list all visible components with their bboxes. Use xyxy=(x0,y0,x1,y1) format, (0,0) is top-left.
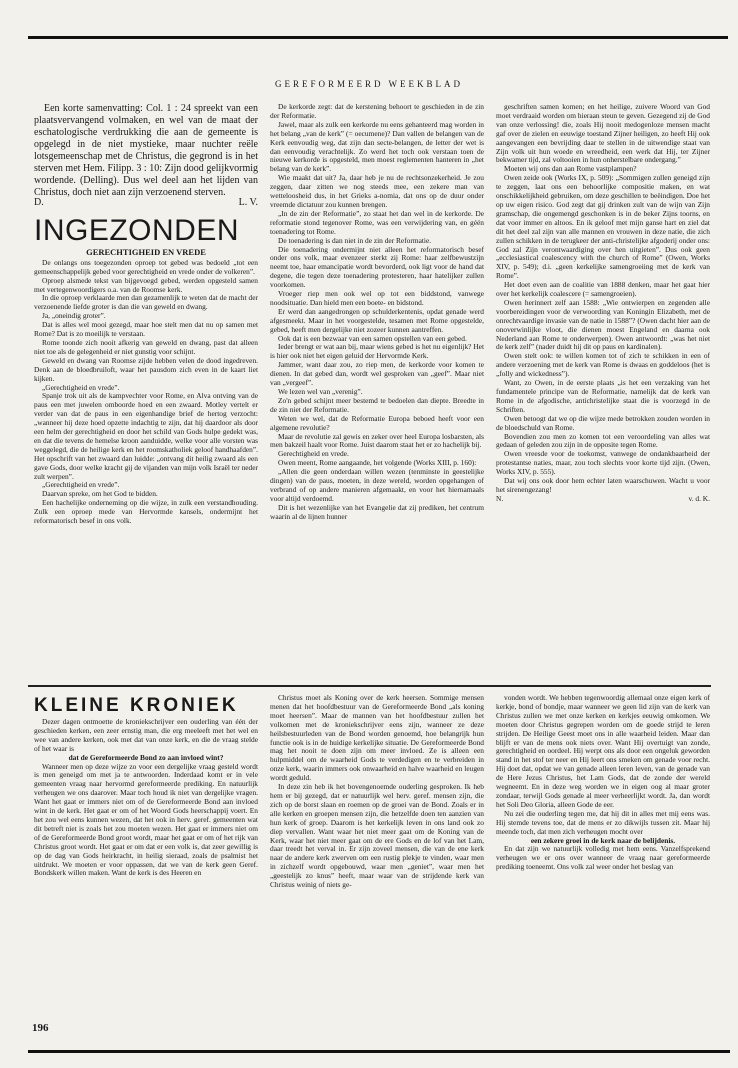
paragraph: Daarvan spreke, om het God te bidden. xyxy=(42,489,158,499)
subheading: een zekere groei in de kerk naar de belijdenis. xyxy=(530,835,676,845)
paragraph: Ook dat is een bezwaar van een samen opstellen van een gebed. xyxy=(278,333,467,343)
section-heading: INGEZONDEN xyxy=(34,213,240,247)
paragraph: Owen herinnert zelf aan 1588: „Wie ontwierpen en zegenden alle voorbereidingen voor de verwoording van Koningin Elizabeth, met de onrechtvaardige invasie van de natie in 1588”? (Owen dacht hier aan de onoverwinlijke vloot, die dienen moest Engeland en daarna ook Nederland aan Rome te onderwerpen). Owen antwoordt: „was het niet de kerk zelf” (nader duidt hij dit op paus en kardinalen). xyxy=(496,297,710,352)
paragraph: Owen vreesde voor de toekomst, vanwege de ondankbaarheid der protestantse naties, maar, zou toch slechts voor korte tijd zijn. (Owen, Works XIV, p. 555). xyxy=(496,449,710,477)
top-rule xyxy=(28,36,728,39)
paragraph: Want, zo Owen, in de eerste plaats „is het een verzaking van het fundamentele principe van de Reformatie, namelijk dat de kerk van Rome in de afgodische, antichristelijke staat die is voorzegd in de Schriften. xyxy=(496,378,710,414)
column-middle xyxy=(270,103,484,678)
paragraph: Owen meent, Rome aangaande, het volgende (Works XIII, p. 160): xyxy=(278,458,477,468)
paragraph: De kerkorde zegt: dat de kerstening behoort te geschieden in de zin der Reformatie. xyxy=(270,103,484,120)
paragraph: Owen stelt ook: te willen komen tot of zich te schikken in een of andere verzoening met de kerk van Rome is dwaas en goddeloos (het is „folly and wickedness”). xyxy=(496,351,710,379)
column-right xyxy=(496,103,710,678)
section-divider xyxy=(28,685,711,687)
author-signature xyxy=(34,199,258,208)
paragraph: Vroeger riep men ook wel op tot een biddstond, vanwege noodsituatie. Dan hield men een boete- en bidstond. xyxy=(270,289,484,307)
paragraph: Ieder brengt er wat aan bij, maar wiens gebed is het nu eigenlijk? Het is hier ook niet het eigen geluid der Hervormde Kerk. xyxy=(270,342,484,361)
kroniek-heading: KLEINE KRONIEK xyxy=(34,695,239,716)
paragraph: Dat wij ons ook door hem echter laten waarschuwen. Wacht u voor het sirenengezang! xyxy=(496,476,710,494)
paragraph: Een hachelijke onderneming op die wijze, in zulk een verstandhouding. Zulk een oproep mede van Hervormde kansels, ondermijnt het reformatorisch besef in ons volk. xyxy=(34,498,258,526)
sig-right: v. d. K. xyxy=(688,493,710,503)
column-ingezonden xyxy=(34,103,258,678)
paragraph: In deze zin heb ik het bovengenoemde ouderling gesproken. Ik heb hem er bij gezegd, dat er natuurlijk wel herv. geref. mensen zijn, die zich op de borst slaan en roemen op de groei van de Bond. Zoals er in alle kerken en groepen mensen zijn, die hetzelfde doen ten aanzien van hun kerk of groep. Daarom is het kerkelijk leven in ons land ook zo diep vervallen. Want waar het niet meer gaat om de Koning van de Kerk, waar het niet meer gaat om de ere Gods en de lof van het Lam, daar treedt het verval in. Er zijn zoveel mensen, die van de ene kerk naar de andere kerk zwerven om een rustig plekje te vinden, waar men in zichzelf wordt opgebouwd, waar men „geniet”, waar men het „geestelijk zo knus” heeft, maar waar van de strijdende kerk van Christus weinig of niets ge- xyxy=(270,782,484,890)
summary-paragraph: Een korte samenvatting: Col. 1 : 24 spreekt van een plaatsvervangend volmaken, en wel van de maat der eschatologische verdrukking die aan de gemeente is opgelegd in de niet mystieke, maar nuchter reële lotsgemeenschap met de Christus, die gegrond is in het sterven met Hem. Filipp. 3 : 10: Zijn dood gelijkvormig wordende. (Delling). Dus wel deel aan het lijden van Christus, doch niet aan zijn verzoenend sterven. xyxy=(34,103,258,198)
paragraph: Gerechtigheid en vrede. xyxy=(278,449,349,459)
paragraph: In die oproep verklaarde men dan gezamenlijk te weten dat de macht der verzoenende liefde groter is dan die van geweld en dwang. xyxy=(34,293,258,312)
sig-left: N. xyxy=(496,493,504,503)
paragraph: En dat zijn we natuurlijk volledig met hem eens. Vanzelfsprekend verheugen we er ons over wanneer de vraag naar gereformeerde prediking toeneemt. Ons volk zal weer onder het beslag van xyxy=(496,844,710,872)
paragraph: Er werd dan aangedrongen op schulderkentenis, opdat genade werd afgesmeekt. Maar in het voorgestelde, tesamen met Rome opgestelde, gebed, heeft men dergelijke niet zozeer kunnen aantreffen. xyxy=(270,306,484,334)
summary-intro xyxy=(34,103,258,199)
paragraph: Dezer dagen ontmoette de kroniekschrijver een ouderling van één der geschieden kerken, een zeer ernstig man, die erg meeleeft met het wel en wee van andere kerken, ook met dat van onze kerk, en die de vraag stelde of het waar is xyxy=(34,717,258,753)
kroniek-column-2 xyxy=(270,694,484,1039)
sig-left: D. xyxy=(34,197,44,208)
subheading: dat de Gereformeerde Bond zo aan invloed wint? xyxy=(68,752,224,762)
paragraph: „Gerechtigheid en vrede”. xyxy=(42,382,120,392)
paragraph: Dit is het wezenlijke van het Evangelie dat zij prediken, het centrum waarin al de lijnen hunner xyxy=(270,502,484,521)
paragraph: „In de zin der Reformatie”, zo staat het dan wel in de kerkorde. De reformatie stond tegenover Rome, was een verwijdering van, en géén toenadering tot Rome. xyxy=(270,208,484,236)
kroniek-column-3 xyxy=(496,694,710,1039)
paragraph: Owen zeide ook (Works IX, p. 509): „Sommigen zullen geneigd zijn te zeggen, laat ons een behoorlijke compositie maken, en wat onschikkelijkheid gebruiken, om deze geschillen te beëindigen. Doe het op uw eigen risico. God zegt dat gij drinken zult van de wijn van Zijn gramschap, die ongemengd geschonken is in de beker Zijns toorns, en dat voor immer en altoos. En ik geloof met mijn ganse hart en ziel dat dit het deel zal zijn van alle mannen en vrouwen in deze natie, die zich zullen schikken in de terugkeer der anti-christelijke afgoderij onder ons: God zal Zijn verontwaardiging over hen uitgieten”. Dus ook geen „ecclesiastical coalescency with the church of Rome” (Owen, Works XIV, p. 549); d.i. „geen kerkelijke samengroeiing met de kerk van Rome”. xyxy=(496,173,710,281)
paragraph: Nu zei die ouderling tegen me, dat hij dit in alles met mij eens was. Hij stemde tevens toe, dat de mens er zo dikwijls tussen zit. Maar hij meende toch, dat men zich verheugen mocht over xyxy=(496,808,710,836)
paragraph: vonden wordt. We hebben tegenwoordig allemaal onze eigen kerk of kerkje, bond of bondje, maar wanneer we geen lid zijn van de kerk van Christus zullen we met onze kerken en kerkjes eeuwig omkomen. We moeten door Christus gegrepen worden om de goede strijd te leren strijden. De Heilige Geest moet ons in alle waarheid leiden. Maar dan blijft er van de mens ook niets over. Want Hij overtuigt van zonde, gerechtigheid en oordeel. Hij werpt ons als door een ongeluk geworden stand in het stof ter neer en Hij leert ons smeken om genade voor recht. Hij doet dat, opdat we van genade alleen leren leven, van de genade van de Here Jezus Christus, het Lam Gods, dat de zonde der wereld wegneemt. En in deze weg worden we in eigen oog al maar groter zondaar, terwijl Gods genade al meer verheerlijkt wordt. Ja, dan wordt het Soli Deo Gloria, alleen Gode de eer. xyxy=(496,694,710,809)
paragraph: Bovendien zou men zo komen tot een veroordeling van alles wat gedaan of geleden zou zijn in de opposite tegen Rome. xyxy=(496,431,710,450)
paragraph: Ja, „oneindig groter”. xyxy=(42,311,106,321)
paragraph: De onlangs ons toegezonden oproep tot gebed was bedoeld „tot een gemeenschappelijk gebed voor gerechtigheid en vrede onder de volkeren”. xyxy=(34,257,258,276)
page-number: 196 xyxy=(32,1022,49,1034)
paragraph: Die toenadering ondermijnt niet alleen het reformatorisch besef onder ons volk, maar evenzeer sterkt zij Rome: haar zelfbewustzijn neemt toe, haar emancipatie wordt bevorderd, ook ligt voor de hand dat degene, die tegen deze toenadering protesteren, haar hatelijker zullen voorkomen. xyxy=(270,244,484,290)
bottom-rule xyxy=(28,1050,730,1053)
paragraph: Dat is alles wel mooi gezegd, maar hoe stelt men dat nu op samen met Rome? Dat is zo moeilijk te verstaan. xyxy=(34,320,258,339)
paragraph: Owen betoogt dat we op die wijze mede betrokken zouden worden in de bloedschuld van Rome. xyxy=(496,413,710,432)
paragraph: „Allen die geen onderdaan willen wezen (tenminste in geestelijke dingen) van de paus, moeten, in deze wereld, worden opgehangen of verbrand of op andere manieren afgemaakt, en voor het hiernamaals voor altijd verdoemd. xyxy=(270,467,484,503)
kroniek-column-1 xyxy=(34,694,258,1012)
paragraph: Wanneer men op deze wijze zo voor een dergelijke vraag gesteld wordt is men geneigd om met ja te antwoorden. Inderdaad komt er in vele gemeenten vraag naar hervormd gereformeerde prediking. En natuurlijk verheugen we ons daarover. Maar toch houd ik niet van dergelijke vragen. Want het gaat er immers niet om of de Gereformeerde Bond aan invloed wint in de kerk. Het gaat er om of het Woord Gods heerschappij voert. En het zou wel eens kunnen wezen, dat het ook in herv. geref. gemeenten wat dit betreft niet is zoals het zou moeten wezen. Het gaat er immers niet om of de Gereformeerde Bond groot wordt, maar het gaat er om of het rijk van Christus groot wordt. Het gaat er om dat er een volk is, dat zeer gewillig is op de dag van Gods heirkracht, in heilig sieraad, zoals de psalmist het uitdrukt. We moeten er voor oppassen, dat we van de kerk geen Geref. Bondskerk willen maken. Want de kerk is des Heeren en xyxy=(34,761,258,878)
sig-right: L. V. xyxy=(238,197,258,208)
paragraph: Het doet even aan de coalitie van 1888 denken, maar het gaat hier over het kerkelijk coalescere (= samengroeien). xyxy=(496,280,710,299)
paragraph: Jawel, maar als zulk een kerkorde nu eens gehanteerd mag worden in het belang „van de kerk” (= oecumene)? Dan vallen de belangen van de Kerk eenvoudig weg, dat zijn dan secte-belangen, de letter der wet is dan eenvoudig verachtelijk. Zo werd het toch ook verstaan toen de nieuwe kerkorde is opgesteld, men moest reglementen hanteren in „het belang van de kerk”. xyxy=(270,119,484,174)
paragraph: Wie maakt dat uit? Ja, daar heb je nu de rechtsonzekerheid. Je zou zeggen, daar zitten we nog steeds mee, een zekere man van wetteloosheid dus, in het Grieks a-nomia, dat ons op de duur onder vreemde dictatuur zou kunnen brengen. xyxy=(270,173,484,209)
paragraph: geschriften samen komen; en het heilige, zuivere Woord van God moet verdraaid worden om hieraan steun te geven. Gezegend zij de God van onze verlossing! die, zoals Hij nooit medogenloze mensen macht gaf over de zielen en eeuwige toestand Zijner heiligen, zo heeft Hij ook aangevangen een bevrijding daar te stellen in de uitwendige staat van Zijn volk uit hun woede en wreedheid, een werk dat Hij, ter Zijner bekwamer tijd, zal voltooien in hun onherstelbare ondergang.” xyxy=(496,103,710,165)
paragraph: Maar de revolutie zal gewis en zeker over heel Europa losbarsten, als men bakzeil haalt voor Rome. Juist daarom staat het er zo hachelijk bij. xyxy=(270,431,484,450)
paragraph: Christus moet als Koning over de kerk heersen. Sommige mensen menen dat het hoofdbestuur van de Gereformeerde Bond „als koning moet heersen”. Maar de mannen van het hoofdbestuur zullen het volkomen met de kroniekschrijver eens zijn, wanneer ze deze heilsbestuurleden van de Bond worden genoemd, hoe belangrijk hun functie ook is in de huidige kerkelijke situatie. De Gereformeerde Bond mag het nooit te doen zijn om meer invloed. Ze is alleen een hulpmiddel om de waarheid Gods te verdedigen en te verbreiden in onze kerk, waarin immers ook onwaarheid en halve waarheid en leugen wordt geduld. xyxy=(270,694,484,783)
paragraph: Spanje trok uit als de kampvechter voor Rome, en Alva ontving van de paus een met juwelen omboorde hoed en een zwaard. Motley vertelt er verder van dat de paus in een eigenhandige brief de hertog verzocht: „wanneer hij deze hoed opzette indachtig te zijn, dat hij daardoor als door een helm der gerechtigheid en door het schild van Gods hulpe gedekt was, en dat die tevens de hemelse kroon aanduidde, welke voor alle vorsten was weggelegd, die de heilige kerk en het roomskatholiek geloof handhaafden”. Het opschrift van het zwaard dan luidde: „ontvang dit heilig zwaard als een gave Gods, door welke kracht gij de vijanden van mijn volk Israël ter neder zult werpen”. xyxy=(34,391,258,481)
paragraph: De toenadering is dan niet in de zin der Reformatie. xyxy=(278,235,432,245)
paragraph: Oproep alsmede tekst van bijgevoegd gebed, werden opgesteld samen met vertegenwoordigers o.a. van de Roomse kerk. xyxy=(34,275,258,294)
paragraph: We lezen wel van „verenig”. xyxy=(278,387,363,396)
section-subheading: GERECHTIGHEID EN VREDE xyxy=(86,246,206,257)
paragraph: Zo'n gebed schijnt meer bestemd te bedoelen dan diepte. Breedte in de zin niet der Reformatie. xyxy=(270,395,484,414)
paragraph: „Gerechtigheid en vrede”. xyxy=(42,480,120,490)
paragraph: Geweld en dwang van Roomse zijde hebben velen de dood ingedreven. Denk aan de bloedbruiloft, waar het pausdom zich even in de kaart liet kijken. xyxy=(34,355,258,383)
paragraph: Jammer, want daar zou, zo riep men, de kerkorde voor komen te dienen. In dat gebed dan, wordt wel gesproken van „geef”. Maar niet van „vergeef”. xyxy=(270,360,484,388)
author-signature xyxy=(496,495,710,504)
running-head: GEREFORMEERD WEEKBLAD xyxy=(274,79,464,89)
paragraph: Rome toonde zich nooit afkerig van geweld en dwang, past dat alleen niet toe als de gelegenheid er niet gunstig voor schijnt. xyxy=(34,337,258,356)
paragraph: Weten we wel, dat de Reformatie Europa beboed heeft voor een algemene revolutie? xyxy=(270,413,484,432)
paragraph: Moeten wij ons dan aan Rome vastplampen? xyxy=(504,164,637,174)
